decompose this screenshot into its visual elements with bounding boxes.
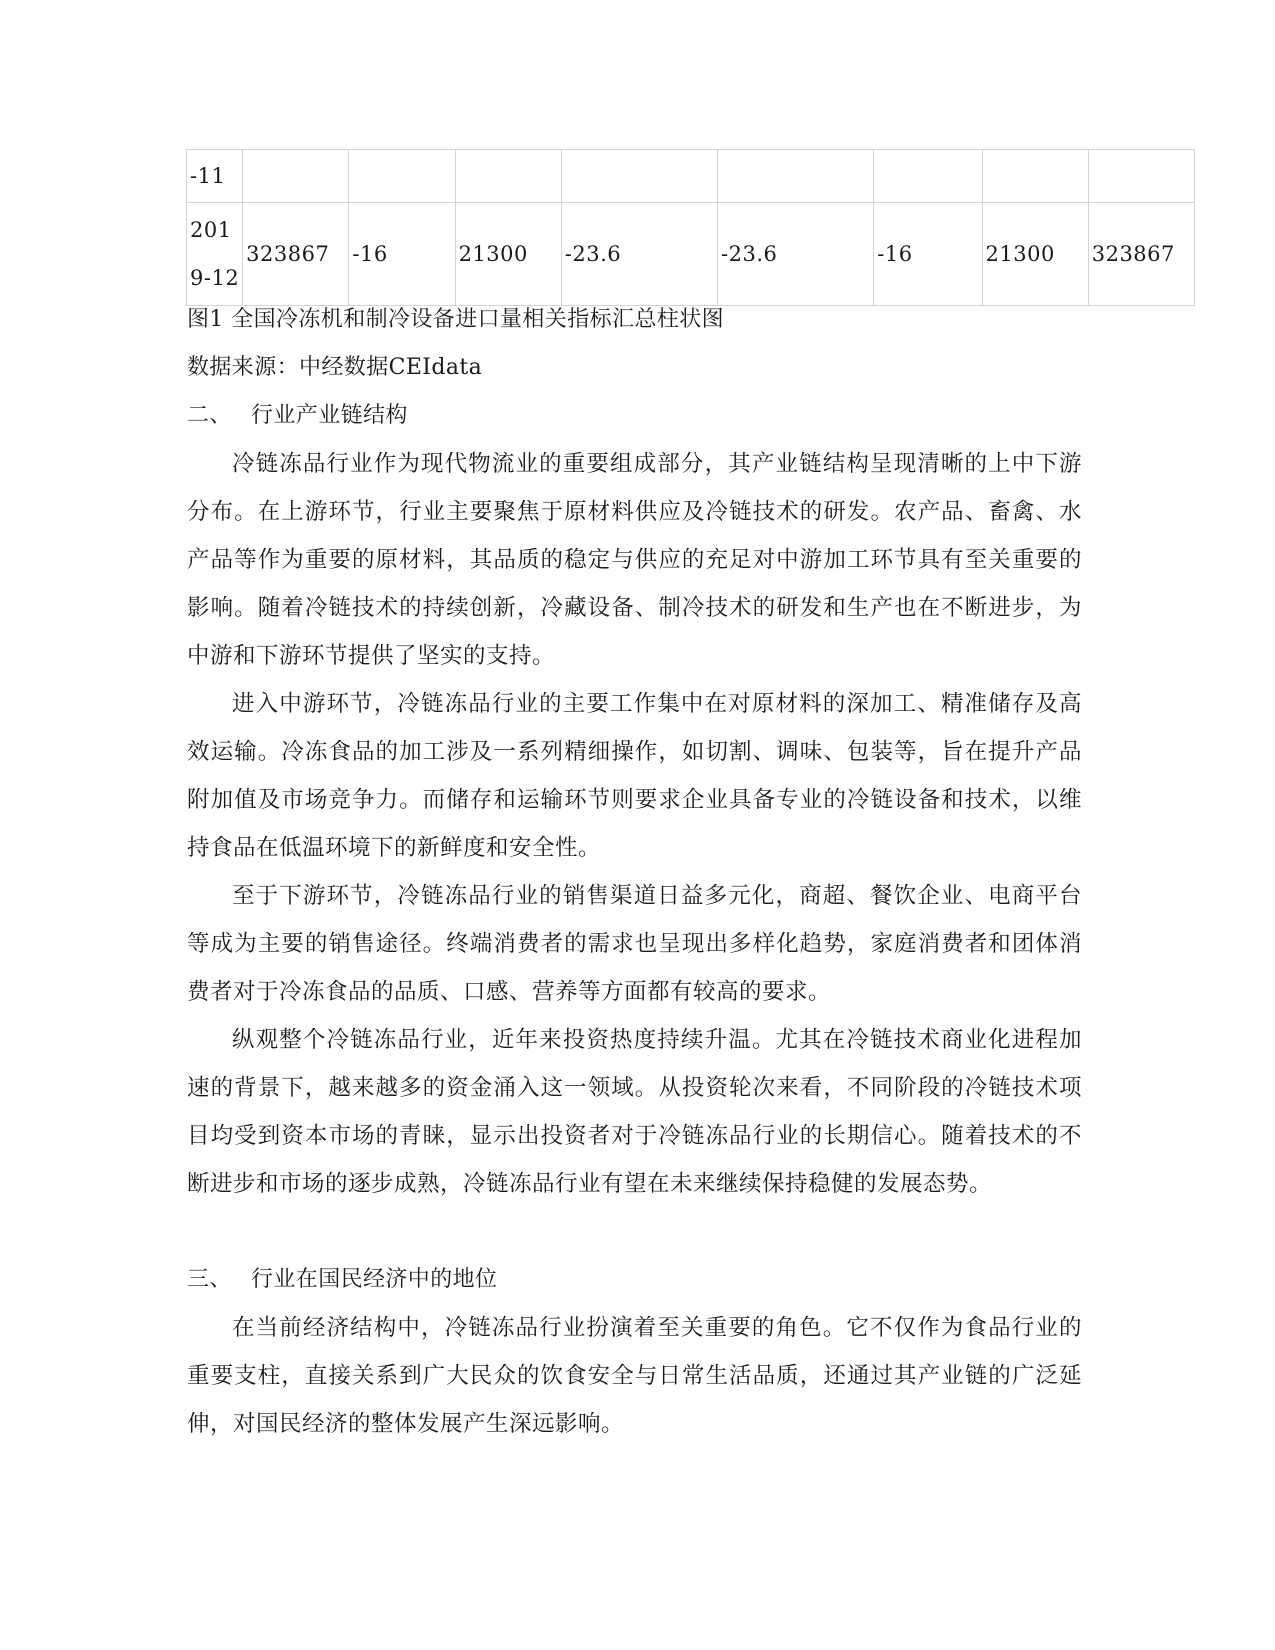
table-cell: 323867 (243, 203, 349, 306)
source-note: 数据来源：中经数据CEIdata (187, 355, 483, 380)
table-cell (718, 150, 874, 203)
section-number: 二、 (187, 403, 232, 428)
section-heading-3 (187, 1256, 497, 1304)
figure-caption: 图1 全国冷冻机和制冷设备进口量相关指标汇总柱状图 (187, 307, 724, 332)
section-title: 行业在国民经济中的地位 (251, 1267, 498, 1292)
table-cell (455, 150, 561, 203)
table-cell: -16 (874, 203, 982, 306)
paragraph: 纵观整个冷链冻品行业，近年来投资热度持续升温。尤其在冷链技术商业化进程加速的背景下，越来越多的资金涌入这一领域。从投资轮次来看，不同阶段的冷链技术项目均受到资本市场的青睐，显示出投资者对于冷链冻品行业的长期信心。随着技术的不断进步和市场的逐步成熟，冷链冻品行业有望在未来继续保持稳健的发展态势。 (187, 1027, 1082, 1197)
table-cell-date: 2019-12 (187, 203, 243, 306)
data-table (186, 149, 1195, 306)
section-number: 三、 (187, 1267, 232, 1292)
table-row (187, 150, 1195, 203)
table-cell (243, 150, 349, 203)
paragraph: 进入中游环节，冷链冻品行业的主要工作集中在对原材料的深加工、精准储存及高效运输。冷冻食品的加工涉及一系列精细操作，如切割、调味、包装等，旨在提升产品附加值及市场竞争力。而储存和运输环节则要求企业具备专业的冷链设备和技术，以维持食品在低温环境下的新鲜度和安全性。 (187, 691, 1082, 861)
table-row (187, 203, 1195, 306)
table-cell: 323867 (1088, 203, 1194, 306)
table-cell: 21300 (455, 203, 561, 306)
table-cell (982, 150, 1088, 203)
table-cell (874, 150, 982, 203)
paragraph: 冷链冻品行业作为现代物流业的重要组成部分，其产业链结构呈现清晰的上中下游分布。在上游环节，行业主要聚焦于原材料供应及冷链技术的研发。农产品、畜禽、水产品等作为重要的原材料，其品质的稳定与供应的充足对中游加工环节具有至关重要的影响。随着冷链技术的持续创新，冷藏设备、制冷技术的研发和生产也在不断进步，为中游和下游环节提供了坚实的支持。 (187, 451, 1082, 669)
section-heading-2 (187, 392, 408, 440)
section-title: 行业产业链结构 (251, 403, 408, 428)
table-cell (1088, 150, 1194, 203)
table-cell: -23.6 (718, 203, 874, 306)
table-cell (349, 150, 455, 203)
table-cell: -23.6 (561, 203, 717, 306)
table-cell: -11 (187, 150, 243, 203)
table-cell: -16 (349, 203, 455, 306)
paragraph: 在当前经济结构中，冷链冻品行业扮演着至关重要的角色。它不仅作为食品行业的重要支柱，直接关系到广大民众的饮食安全与日常生活品质，还通过其产业链的广泛延伸，对国民经济的整体发展产生深远影响。 (187, 1315, 1082, 1437)
table-cell (561, 150, 717, 203)
paragraph: 至于下游环节，冷链冻品行业的销售渠道日益多元化，商超、餐饮企业、电商平台等成为主要的销售途径。终端消费者的需求也呈现出多样化趋势，家庭消费者和团体消费者对于冷冻食品的品质、口感、营养等方面都有较高的要求。 (187, 883, 1082, 1005)
table-cell: 21300 (982, 203, 1088, 306)
